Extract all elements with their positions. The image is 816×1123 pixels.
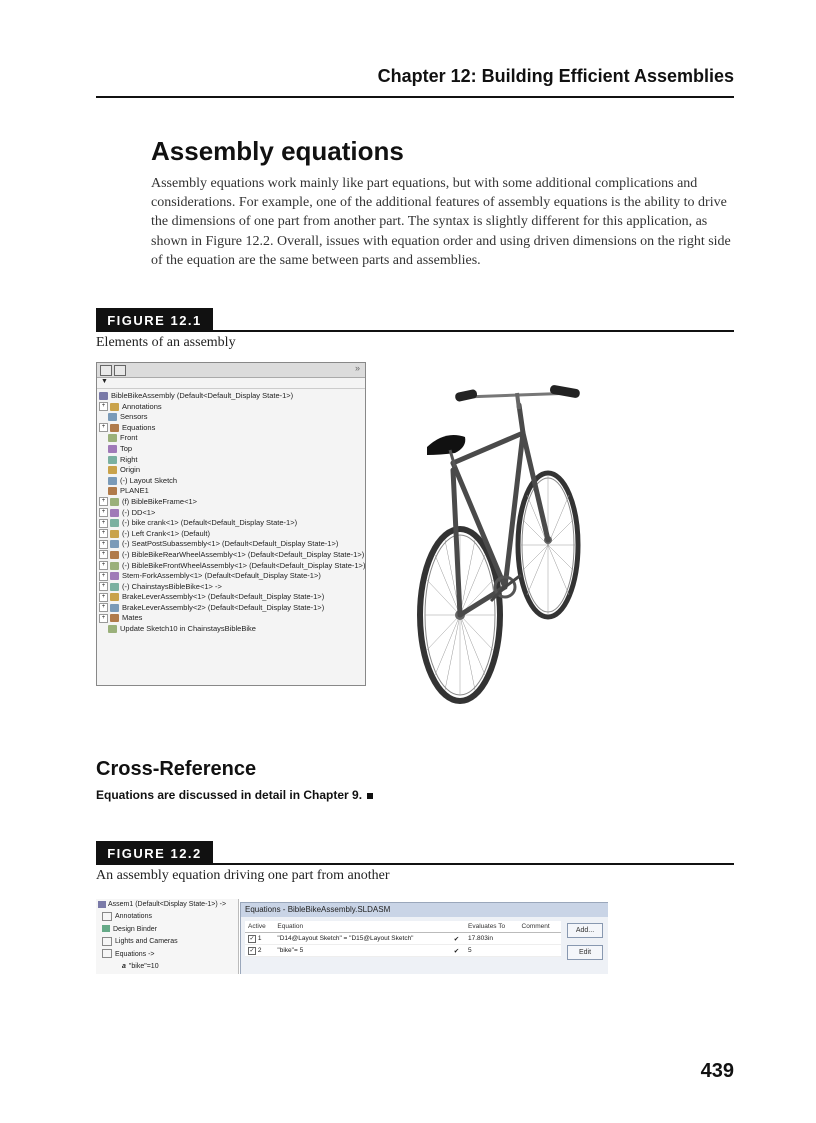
tree-item[interactable] [99, 613, 365, 624]
tree-item-label: Stem-ForkAssembly<1> (Default<Default_Display State-1>) [122, 571, 321, 581]
tree-item-label: BrakeLeverAssembly<1> (Default<Default_Display State-1>) [122, 592, 325, 602]
handlebars [454, 384, 580, 409]
feature-tree-list [97, 389, 365, 635]
figure-12-2-label: FIGURE 12.2 [96, 841, 213, 865]
tree-item-icon [108, 477, 117, 485]
mini-tree-item[interactable]: Annotations [96, 911, 238, 923]
tree-item-label: Front [120, 433, 138, 443]
table-row[interactable]: ✓ 1 "D14@Layout Sketch" = "D15@Layout Sketch" ✔ 17.803in [245, 933, 561, 945]
tree-item-icon [110, 509, 119, 517]
tree-item-label: PLANE1 [120, 486, 149, 496]
table-row[interactable]: ✓ 2 "bike"= 5 ✔ 5 [245, 945, 561, 957]
equations-dialog [240, 902, 608, 974]
mini-tree-item[interactable]: Assem1 (Default<Display State-1>) -> [96, 899, 238, 911]
feature-tree-panel [96, 362, 366, 686]
tree-item[interactable] [99, 518, 365, 529]
tree-item-icon [108, 466, 117, 474]
tree-item[interactable] [99, 561, 365, 572]
mini-tree-item[interactable]: a "bike"=10 [122, 962, 159, 970]
assembly-icon [98, 901, 106, 908]
expand-icon[interactable]: + [99, 497, 108, 506]
property-manager-icon[interactable] [114, 365, 126, 376]
expand-icon[interactable]: + [99, 603, 108, 612]
tree-item-label: (-) Left Crank<1> (Default) [122, 528, 210, 538]
tree-item-label: BrakeLeverAssembly<2> (Default<Default_Display State-1>) [122, 602, 325, 612]
figure-12-1-caption: Elements of an assembly [96, 335, 236, 350]
tree-root[interactable] [99, 391, 365, 402]
page-number: 439 [700, 1060, 734, 1082]
expand-icon[interactable]: + [99, 508, 108, 517]
tree-item-icon [108, 487, 117, 495]
tree-item-label: Equations [122, 422, 156, 432]
figure-12-1-bar [96, 308, 734, 332]
equations-table [245, 921, 561, 957]
feature-manager-icon[interactable] [100, 365, 112, 376]
tree-item[interactable] [99, 455, 365, 466]
collapse-panel-icon[interactable]: » [354, 363, 360, 373]
valid-check-icon: ✔ [451, 933, 465, 945]
tree-item-icon [108, 625, 117, 633]
tree-item-icon [108, 456, 117, 464]
expand-icon[interactable]: + [99, 529, 108, 538]
tree-item-label: (-) BibleBikeRearWheelAssembly<1> (Default<Default_Display State-1>) [122, 549, 365, 559]
tree-item-icon [110, 540, 119, 548]
equations-screenshot [96, 899, 608, 974]
tree-item[interactable] [99, 529, 365, 540]
tree-item-label: Right [120, 454, 138, 464]
equations-icon [102, 949, 112, 958]
figure-12-1-label: FIGURE 12.1 [96, 308, 213, 332]
tree-item[interactable] [99, 402, 365, 413]
equations-dialog-title: Equations - BibleBikeAssembly.SLDASM [241, 903, 608, 917]
active-checkbox[interactable]: ✓ [249, 935, 255, 942]
tree-item[interactable] [99, 412, 365, 423]
tree-item-label: Mates [122, 613, 143, 623]
tree-item-icon [108, 434, 117, 442]
bicycle-model-image [405, 375, 595, 705]
column-header: Equation [274, 921, 450, 933]
design-binder-icon [102, 925, 110, 932]
tree-item-label: (-) BibleBikeFrontWheelAssembly<1> (Default<Default_Display State-1>) [122, 560, 366, 570]
figure-12-2-caption: An assembly equation driving one part from another [96, 868, 390, 883]
lights-cameras-icon [102, 937, 112, 946]
body-paragraph: Assembly equations work mainly like part equations, but with some additional complications and considerations. For example, one of the additional features of assembly equations is the ability to drive the dimensions of one part from another part. The syntax is slightly different for this application, as shown in Figure 12.2. Overall, issues with equation order and using driven dimensions on the right side of the equation are the same between parts and assemblies. [151, 176, 731, 268]
tree-item-icon [110, 519, 119, 527]
tree-item[interactable] [99, 571, 365, 582]
figure-12-2-bar [96, 841, 734, 865]
header-rule [96, 96, 734, 98]
tree-item-label: Origin [120, 465, 141, 475]
tree-item[interactable] [99, 486, 365, 497]
tree-root-label: BibleBikeAssembly (Default<Default_Display State-1>) [111, 391, 294, 400]
tree-item-icon [110, 593, 119, 601]
tree-item-label: (-) DD<1> [122, 507, 156, 517]
expand-icon[interactable]: + [99, 572, 108, 581]
expand-icon[interactable]: + [99, 540, 108, 549]
tree-item[interactable] [99, 603, 365, 614]
tree-item[interactable] [99, 465, 365, 476]
expand-icon[interactable]: + [99, 402, 108, 411]
cross-reference-title: Cross-Reference [96, 758, 257, 780]
mini-tree-item[interactable]: Equations -> [96, 949, 238, 961]
tree-filter[interactable] [97, 378, 365, 389]
tree-item-icon [110, 614, 119, 622]
tree-item-icon [110, 403, 119, 411]
filter-icon[interactable]: ▼ [101, 378, 108, 385]
tree-item[interactable] [99, 550, 365, 561]
expand-icon[interactable]: + [99, 614, 108, 623]
tree-item[interactable] [99, 497, 365, 508]
tree-item-icon [108, 413, 117, 421]
tree-item-label: Top [120, 443, 133, 453]
tree-item-label: (-) ChainstaysBibleBike<1> -> [122, 581, 222, 591]
mini-tree-item[interactable]: Lights and Cameras [96, 936, 238, 948]
expand-icon[interactable]: + [99, 582, 108, 591]
tree-item[interactable] [99, 444, 365, 455]
expand-icon[interactable]: + [99, 519, 108, 528]
section-title: Assembly equations [151, 136, 404, 166]
tree-item-icon [110, 424, 119, 432]
tree-item[interactable] [99, 592, 365, 603]
tree-item-icon [110, 562, 119, 570]
cross-reference-text: Equations are discussed in detail in Chapter 9. [96, 788, 373, 802]
tree-item-label: Annotations [122, 401, 162, 411]
valid-check-icon: ✔ [451, 945, 465, 957]
column-header: Evaluates To [465, 921, 519, 933]
edit-button[interactable]: Edit [567, 945, 603, 960]
tree-item-icon [108, 445, 117, 453]
tree-item-label: (-) Layout Sketch [120, 475, 178, 485]
evaluates-cell: 5 [465, 945, 519, 957]
expand-icon[interactable]: + [99, 423, 108, 432]
tree-item-icon [110, 498, 119, 506]
tree-item[interactable] [99, 423, 365, 434]
bike-seat [427, 435, 465, 455]
evaluates-cell: 17.803in [465, 933, 519, 945]
feature-tree-toolbar [97, 363, 365, 378]
front-wheel [518, 473, 578, 617]
assembly-mini-tree [96, 899, 239, 974]
expand-icon[interactable]: + [99, 561, 108, 570]
tree-item[interactable] [99, 582, 365, 593]
equation-cell: "bike"= 5 [274, 945, 450, 957]
tree-item-label: (-) SeatPostSubassembly<1> (Default<Default_Display State-1>) [122, 539, 339, 549]
tree-item-icon [110, 572, 119, 580]
annotations-icon [102, 912, 112, 921]
bike-frame [453, 405, 548, 615]
tree-item-icon [110, 530, 119, 538]
assembly-icon [99, 392, 108, 400]
tree-item-icon [110, 583, 119, 591]
running-head: Chapter 12: Building Efficient Assemblies [377, 66, 734, 86]
tree-item[interactable] [99, 624, 365, 635]
expand-icon[interactable]: + [99, 550, 108, 559]
tree-item-label: (-) bike crank<1> (Default<Default_Display State-1>) [122, 518, 298, 528]
tree-item[interactable] [99, 539, 365, 550]
tree-item-icon [110, 604, 119, 612]
tree-item[interactable] [99, 433, 365, 444]
tree-item-label: Update Sketch10 in ChainstaysBibleBike [120, 624, 256, 634]
add-button[interactable]: Add... [567, 923, 603, 938]
equation-icon: a [122, 962, 126, 970]
end-mark-icon [367, 793, 373, 799]
tree-item[interactable] [99, 508, 365, 519]
column-header: Comment [519, 921, 561, 933]
active-checkbox[interactable]: ✓ [249, 947, 255, 954]
expand-icon[interactable]: + [99, 593, 108, 602]
tree-item-label: (f) BibleBikeFrame<1> [122, 496, 198, 506]
column-header: Active [245, 921, 274, 933]
mini-tree-item[interactable]: Design Binder [96, 924, 238, 936]
equation-cell: "D14@Layout Sketch" = "D15@Layout Sketch" [274, 933, 450, 945]
tree-item-label: Sensors [120, 412, 148, 422]
tree-item[interactable] [99, 476, 365, 487]
tree-item-icon [110, 551, 119, 559]
